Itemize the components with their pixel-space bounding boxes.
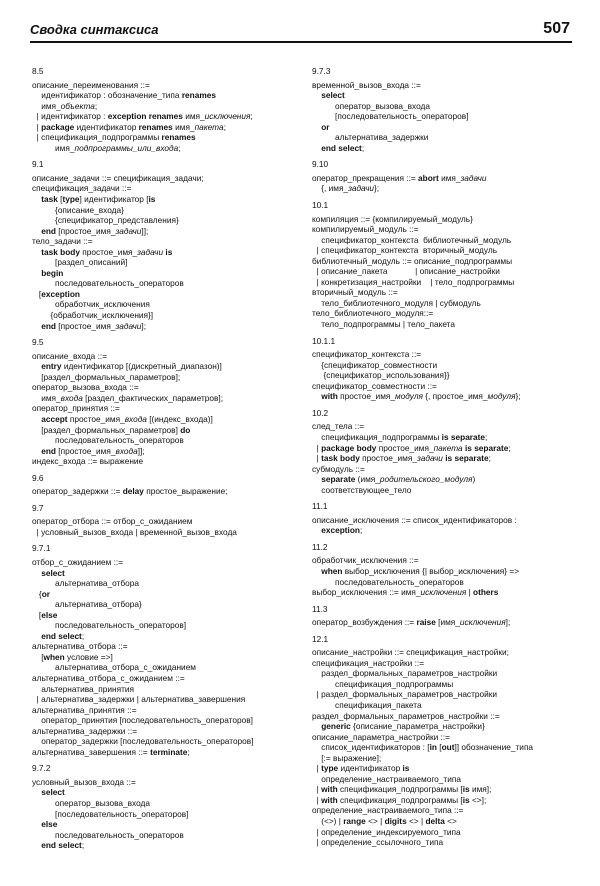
syntax-line: альтернатива_отбора_с_ожиданием ::= <box>32 672 185 683</box>
syntax-line: | спецификатор_контекста вторичный_модуль <box>312 245 498 256</box>
syntax-line: | альтернатива_задержки | альтернатива_завершения <box>32 694 246 705</box>
section-number: 9.7 <box>32 502 44 513</box>
syntax-line: обработчик_исключения ::= <box>312 555 419 566</box>
syntax-line: индекс_входа ::= выражение <box>32 456 144 467</box>
syntax-line: separate (имя_родительского_модуля) <box>321 474 476 485</box>
syntax-section <box>312 604 582 628</box>
syntax-line: end select; <box>41 840 85 851</box>
syntax-line: | package идентификатор renames имя_пакета; <box>32 121 226 132</box>
syntax-line: task body простое_имя_задачи is <box>41 246 173 257</box>
syntax-line: раздел_формальных_параметров_настройки ::= <box>312 710 500 721</box>
section-number: 11.1 <box>312 501 328 512</box>
syntax-line: определение_настраиваемого_типа ::= <box>312 805 464 816</box>
syntax-line: end select; <box>41 630 85 641</box>
syntax-line: select <box>321 90 345 101</box>
syntax-line: альтернатива_отбора_с_ожиданием <box>32 662 197 673</box>
syntax-line: тело_библиотечного_модуля::= <box>312 308 434 319</box>
syntax-section <box>32 473 300 497</box>
section-number: 9.7.3 <box>312 66 331 76</box>
syntax-line: end [простое_имя_задачи]; <box>41 320 147 331</box>
syntax-line: оператор_задержки [последовательность_операторов] <box>32 736 254 747</box>
syntax-line: | раздел_формальных_параметров_настройки <box>312 689 498 700</box>
section-number: 9.7.2 <box>32 763 51 774</box>
syntax-line: | определение_индексируемого_типа <box>312 826 461 837</box>
syntax-line: | определение_ссылочного_типа <box>312 837 444 848</box>
syntax-line: спецификатор_контекста библиотечный_модуль <box>312 234 512 245</box>
syntax-line: оператор_отбора ::= отбор_с_ожиданием <box>32 516 193 527</box>
section-number: 8.5 <box>32 66 44 76</box>
syntax-line: [else <box>32 609 58 620</box>
syntax-line: {, имя_задачи}; <box>312 183 380 194</box>
syntax-line: описание_исключения ::= список_идентификаторов : <box>312 514 517 525</box>
syntax-line: or <box>321 121 330 132</box>
syntax-line: end select; <box>321 142 365 153</box>
syntax-line: оператор_принятия [последовательность_операторов] <box>32 715 253 726</box>
syntax-line: exception; <box>321 525 363 536</box>
syntax-section <box>32 763 300 850</box>
syntax-line: оператор_вызова_входа <box>32 798 150 808</box>
syntax-line: оператор_принятия ::= <box>32 403 120 414</box>
syntax-line: | task body простое_имя_задачи is separate; <box>312 453 491 464</box>
syntax-line: последовательность_операторов <box>32 435 184 446</box>
syntax-line: вторичный_модуль ::= <box>312 287 398 298</box>
syntax-line: выбор_исключения ::= имя_исключения | others <box>312 587 499 598</box>
syntax-line: [when условие =>] <box>32 651 113 662</box>
syntax-line: список_идентификаторов : [in [out]] обозначение_типа <box>312 742 534 753</box>
header-rule <box>30 41 572 43</box>
section-number: 9.7.1 <box>32 543 51 554</box>
page-number: 507 <box>543 20 570 37</box>
syntax-line: | идентификатор : exception renames имя_исключения; <box>32 111 253 122</box>
running-title: Сводка синтаксиса <box>30 22 159 37</box>
syntax-line: тело_библиотечного_модуля | субмодуль <box>312 297 481 308</box>
syntax-line: [exception <box>32 288 80 299</box>
syntax-section <box>312 200 582 330</box>
syntax-line: accept простое_имя_входа [(индекс_входа)] <box>41 413 213 424</box>
section-number: 9.5 <box>32 337 44 348</box>
syntax-section <box>32 337 300 467</box>
syntax-line: generic {описание_параметра_настройки} <box>321 721 485 732</box>
syntax-section <box>312 66 582 153</box>
syntax-line: [последовательность_операторов] <box>312 111 469 122</box>
syntax-line: описание_переименования ::= <box>32 79 150 90</box>
syntax-line: описание_входа ::= <box>32 350 108 361</box>
syntax-line: имя_подпрограммы_или_входа; <box>32 142 181 153</box>
syntax-line: имя_входа [раздел_фактических_параметров]; <box>32 392 224 403</box>
syntax-line: библиотечный_модуль ::= описание_подпрограммы <box>312 255 513 266</box>
syntax-line: альтернатива_принятия <box>32 683 135 694</box>
syntax-section <box>32 159 300 331</box>
syntax-line: [раздел_формальных_параметров] do <box>32 424 191 435</box>
syntax-line: {спецификатор_представления} <box>32 215 179 226</box>
syntax-line: условный_вызов_входа ::= <box>32 776 136 787</box>
section-number: 10.1.1 <box>312 335 336 346</box>
syntax-line: спецификация_настройки ::= <box>312 657 425 668</box>
syntax-line: альтернатива_отбора <box>32 578 139 589</box>
syntax-line: компиляция ::= {компилируемый_модуль} <box>312 213 473 224</box>
syntax-section <box>32 66 300 153</box>
syntax-line: тело_подпрограммы | тело_пакета <box>312 319 456 330</box>
syntax-line: последовательность_операторов <box>312 576 464 587</box>
syntax-section <box>312 336 582 402</box>
syntax-line: описание_параметра_настройки ::= <box>312 731 451 742</box>
syntax-line: select <box>41 567 65 578</box>
syntax-line: [последовательность_операторов] <box>32 808 189 819</box>
syntax-line: альтернатива_принятия ::= <box>32 704 137 715</box>
syntax-section <box>32 543 300 757</box>
syntax-line: спецификация_пакета <box>312 699 422 710</box>
syntax-line: (<>) | range <> | digits <> | delta <> <box>312 816 457 826</box>
section-number: 9.1 <box>32 159 44 170</box>
syntax-line: оператор_прекращения ::= abort имя_задачи <box>312 172 487 183</box>
syntax-line: спецификация_подпрограммы is separate; <box>312 431 488 442</box>
syntax-section <box>312 501 582 536</box>
syntax-line: else <box>41 819 58 830</box>
left-column <box>32 66 300 857</box>
section-number: 9.6 <box>32 472 44 483</box>
section-number: 10.1 <box>312 200 329 211</box>
right-column <box>312 66 582 854</box>
syntax-line: [:= выражение]; <box>312 752 382 763</box>
syntax-line: | package body простое_имя_пакета is separate; <box>312 442 511 453</box>
syntax-line: идентификатор : обозначение_типа renames <box>32 90 216 101</box>
syntax-line: | описание_пакета | описание_настройки <box>312 266 500 277</box>
syntax-line: entry идентификатор [(дискретный_диапазон)] <box>41 361 222 372</box>
syntax-line: описание_настройки ::= спецификация_настройки; <box>312 647 509 658</box>
syntax-line: последовательность_операторов <box>32 278 184 289</box>
syntax-line: {спецификатор_использования}} <box>312 370 450 381</box>
syntax-section <box>312 634 582 848</box>
syntax-line: task [type] идентификатор [is <box>41 194 156 205</box>
syntax-line: | type идентификатор is <box>312 763 410 774</box>
syntax-section <box>312 159 582 194</box>
syntax-line: with простое_имя_модуля {, простое_имя_модуля}; <box>321 391 521 402</box>
syntax-line: end [простое_имя_задачи]]; <box>41 225 149 236</box>
syntax-line: select <box>41 787 65 798</box>
syntax-line: {обработчик_исключения}] <box>32 310 154 321</box>
section-number: 10.2 <box>312 407 329 418</box>
syntax-line: обработчик_исключения <box>32 299 150 310</box>
syntax-line: [раздел_описаний] <box>32 257 128 268</box>
syntax-line: спецификатор_контекста ::= <box>312 349 422 360</box>
syntax-line: последовательность_операторов] <box>32 620 187 631</box>
syntax-line: end [простое_имя_входа]]; <box>41 445 145 456</box>
syntax-line: альтернатива_отбора ::= <box>32 641 128 652</box>
section-number: 11.3 <box>312 603 328 614</box>
syntax-line: {or <box>32 588 50 599</box>
syntax-line: | спецификация_подпрограммы renames <box>32 132 196 143</box>
syntax-line: спецификация_задачи ::= <box>32 183 132 194</box>
syntax-line: спецификация_подпрограммы <box>312 678 454 689</box>
syntax-line: оператор_возбуждения ::= raise [имя_исключения]; <box>312 617 511 628</box>
syntax-section <box>312 542 582 598</box>
syntax-line: [раздел_формальных_параметров]; <box>32 371 181 382</box>
syntax-line: when выбор_исключения {| выбор_исключения} => <box>321 565 520 576</box>
section-number: 9.10 <box>312 159 329 170</box>
syntax-line: | with спецификация_подпрограммы [is <>]; <box>312 794 487 805</box>
syntax-line: описание_задачи ::= спецификация_задачи; <box>32 172 204 183</box>
syntax-line: оператор_задержки ::= delay простое_выражение; <box>32 486 228 497</box>
syntax-line: альтернатива_задержки <box>312 132 429 143</box>
syntax-line: компилируемый_модуль ::= <box>312 224 419 235</box>
syntax-line: субмодуль ::= <box>312 463 365 474</box>
syntax-line: | условный_вызов_входа | временной_вызов_входа <box>32 526 237 537</box>
syntax-line: соответствующее_тело <box>312 484 412 495</box>
syntax-line: временной_вызов_входа ::= <box>312 79 421 90</box>
syntax-line: | with спецификация_подпрограммы [is имя]; <box>312 784 492 795</box>
syntax-line: альтернатива_завершения ::= terminate; <box>32 746 190 757</box>
syntax-line: след_тела ::= <box>312 421 365 432</box>
syntax-line: имя_объекта; <box>32 100 98 111</box>
syntax-line: {описание_входа} <box>32 204 124 215</box>
syntax-line: определение_настраиваемого_типа <box>312 773 461 784</box>
syntax-line: раздел_формальных_параметров_настройки <box>312 668 498 679</box>
syntax-line: begin <box>41 267 64 278</box>
syntax-line: тело_задачи ::= <box>32 236 93 247</box>
section-number: 11.2 <box>312 541 328 552</box>
syntax-line: альтернатива_отбора} <box>32 599 142 610</box>
syntax-line: спецификатор_совместности ::= <box>312 380 437 391</box>
syntax-line: оператор_вызова_входа <box>312 100 430 111</box>
syntax-line: последовательность_операторов <box>32 829 184 840</box>
syntax-line: {спецификатор_совместности <box>312 359 438 370</box>
syntax-section <box>312 408 582 495</box>
syntax-section <box>32 503 300 538</box>
syntax-line: альтернатива_задержки ::= <box>32 725 138 736</box>
syntax-line: оператор_вызова_входа ::= <box>32 382 139 393</box>
section-number: 12.1 <box>312 633 329 644</box>
syntax-line: | конкретизация_настройки | тело_подпрограммы <box>312 276 515 287</box>
syntax-line: отбор_с_ожиданием ::= <box>32 556 124 567</box>
